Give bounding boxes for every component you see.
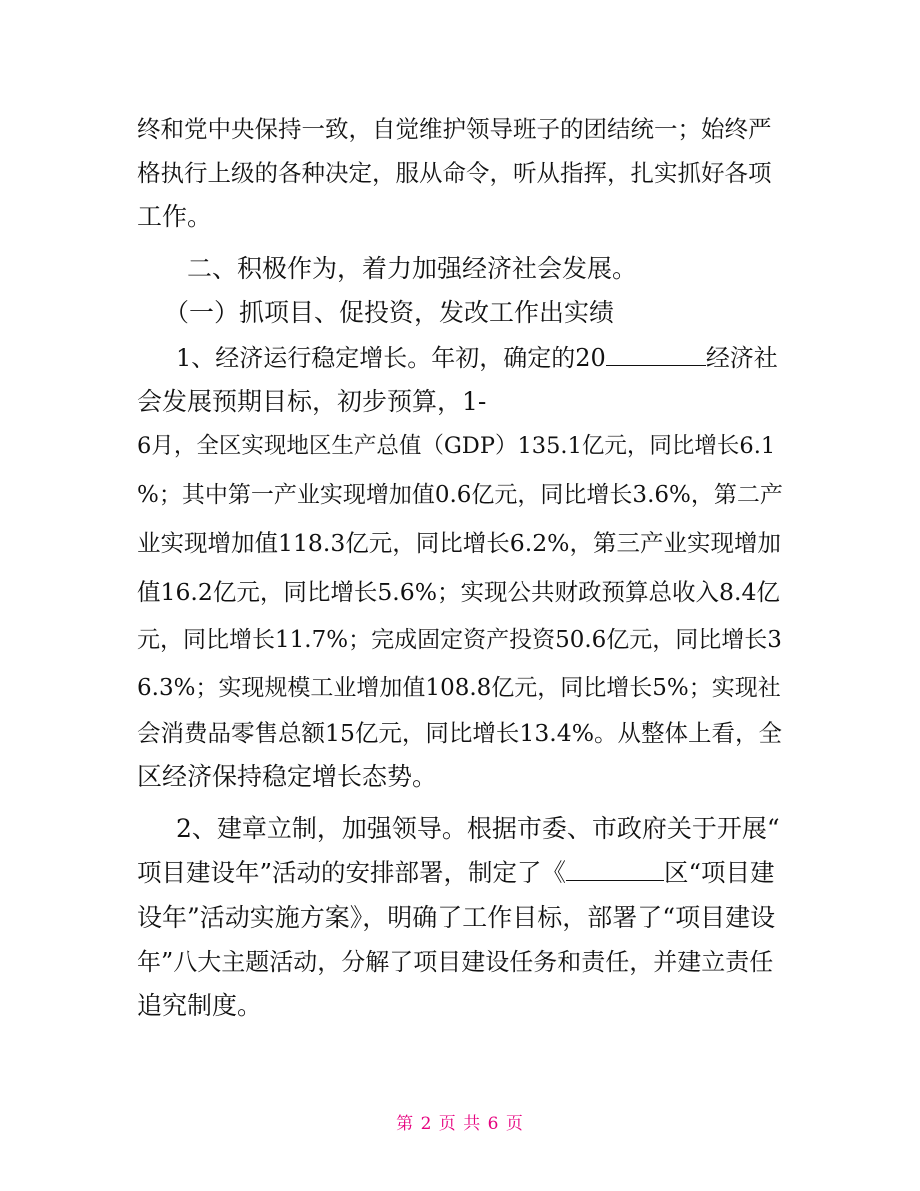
fill-in-blank — [566, 858, 664, 881]
paragraph-line: 元，同比增长11.7%；完成固定资产投资50.6亿元，同比增长3 — [137, 627, 782, 653]
line-text-after-blank: 经济社 — [705, 344, 778, 372]
paragraph-line: 会消费品零售总额15亿元，同比增长13.4%。从整体上看，全 — [137, 719, 783, 747]
paragraph-line: 年”八大主题活动，分解了项目建设任务和责任，并建立责任 — [137, 948, 774, 976]
paragraph-line — [137, 857, 775, 889]
paragraph-line: 业实现增加值118.3亿元，同比增长6.2%，第三产业实现增加 — [137, 529, 781, 557]
paragraph-line — [176, 342, 778, 374]
paragraph-line: 6.3%；实现规模工业增加值108.8亿元，同比增长5%；实现社 — [137, 675, 781, 701]
section-heading: 二、积极作为，着力加强经济社会发展。 — [187, 254, 638, 283]
paragraph-line: 区经济保持稳定增长态势。 — [137, 762, 438, 791]
paragraph-line: 值16.2亿元，同比增长5.6%；实现公共财政预算总收入8.4亿 — [137, 578, 780, 606]
paragraph-line: 终和党中央保持一致，自觉维护领导班子的团结统一；始终严 — [137, 115, 772, 143]
page-number-footer: 第 2 页 共 6 页 — [396, 1114, 524, 1134]
line-text-after-blank: 区“项目建 — [664, 858, 775, 887]
paragraph-line: 格执行上级的各种决定，服从命令，听从指挥，扎实抓好各项 — [137, 159, 772, 187]
paragraph-line: 2、建章立制，加强领导。根据市委、市政府关于开展“ — [176, 814, 780, 843]
fill-in-blank — [606, 343, 706, 366]
paragraph-line: 追究制度。 — [137, 991, 263, 1020]
subsection-heading: （一）抓项目、促投资，发改工作出实绩 — [164, 298, 615, 327]
line-text-before-blank: 项目建设年”活动的安排部署，制定了《 — [137, 858, 567, 887]
line-text-before-blank: 1、经济运行稳定增长。年初，确定的20 — [176, 344, 606, 372]
paragraph-line: 6月，全区实现地区生产总值（GDP）135.1亿元，同比增长6.1 — [137, 433, 776, 459]
paragraph-line: 设年”活动实施方案》，明确了工作目标，部署了“项目建设 — [137, 903, 776, 932]
paragraph-line: 工作。 — [137, 202, 213, 231]
paragraph-line: 会发展预期目标，初步预算，1- — [137, 387, 487, 416]
paragraph-line: %；其中第一产业实现增加值0.6亿元，同比增长3.6%，第二产 — [137, 482, 783, 508]
